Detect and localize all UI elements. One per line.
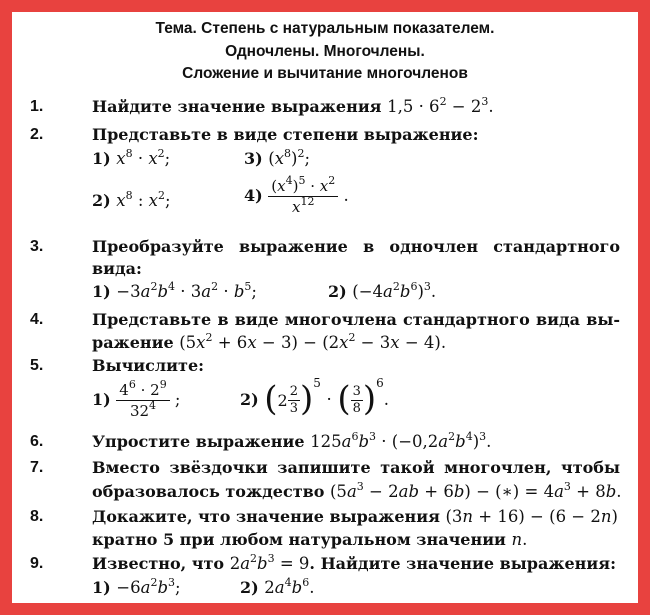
task-7-line-2: образовалось тождество $(5a^3 - 2ab + 6b)$ − (∗) = $4a^3 + 8b$. [92, 480, 622, 501]
title-line2: Одночлены. Многочлены. [225, 43, 425, 60]
task-3-number: 3. [30, 238, 44, 255]
task-2-option-1: 1) $x^8 \cdot x^2$; [92, 147, 171, 168]
task-9-text-1b: . Найдите значение выражения: [309, 554, 616, 573]
title-topic-label: Тема. [155, 20, 197, 37]
task-8-line-1: Докажите, что значение выражения (3n + 16) − (6 − 2n) [92, 507, 618, 526]
task-7-text-2: образовалось тождество [92, 482, 325, 501]
title-line1: Степень с натуральным показателем. [201, 20, 495, 37]
task-1-number: 1. [30, 98, 44, 115]
task-3-text-2: вида: [92, 259, 142, 278]
task-4-number: 4. [30, 311, 44, 328]
task-8-text-2: кратно 5 при любом натуральном значении [92, 530, 506, 549]
task-9-number: 9. [30, 555, 44, 572]
page-title [0, 18, 650, 40]
task-2-option-2: 2) $x^8$ : $x^2$; [92, 189, 171, 210]
task-4-line-2: ражение $(5x^2 + 6x - 3) - (2x^2 - 3x - 4)$. [92, 331, 447, 352]
task-7-number: 7. [30, 459, 44, 476]
task-5-option-1: 1) $\frac{4^6 \cdot 2^9}{32^4}$ ; [92, 378, 181, 420]
task-5-text: Вычислите: [92, 356, 205, 375]
task-2-option-3: 3) $(x^8)^2$; [244, 147, 311, 168]
task-7-text-1: Вместо звёздочки запишите такой многочлен, чтобы [92, 458, 620, 477]
task-1 [92, 96, 494, 118]
task-8-text-1: Докажите, что значение выражения [92, 507, 440, 526]
task-2-number: 2. [30, 126, 44, 143]
task-9-option-2: 2) $2a^4b^6$. [240, 576, 315, 597]
task-4-text-1: Представьте в виде многочлена стандартного вида вы- [92, 310, 620, 329]
task-3-text-1: Преобразуйте выражение в одночлен стандартного [92, 237, 620, 256]
task-2-text: Представьте в виде степени выражение: [92, 125, 479, 144]
task-3-option-1: $1) -3a^2b^4 \cdot 3a^2 \cdot b^5$; [92, 280, 257, 301]
task-3-option-2: 2) $(-4a^2b^6)^3$. [328, 280, 437, 301]
task-5-number: 5. [30, 357, 44, 374]
task-9-line-1: Известно, что $2a^2b^3 = 9$. Найдите значение выражения: [92, 552, 616, 573]
task-9-option-1: $1) -6a^2b^3$; [92, 576, 181, 597]
task-6-number: 6. [30, 433, 44, 450]
title-line3: Сложение и вычитание многочленов [182, 65, 468, 82]
task-9-text-1: Известно, что [92, 554, 225, 573]
task-1-expr: $1,5 \cdot 6^2 - 2^3$. [387, 95, 494, 116]
task-4-text-2: ражение [92, 333, 174, 352]
task-1-text: Найдите значение выражения [92, 97, 382, 116]
task-2-fraction: $\frac{(x^4)^5 \cdot x^2}{x^{12}}$ [268, 176, 338, 217]
task-5-option-2: 2) (2 $\frac{2}{3}$ )$^5$ · ( $\frac{3}{8}$ )$^6$. [240, 376, 390, 419]
task-8-number: 8. [30, 508, 44, 525]
task-8-line-2: кратно 5 при любом натуральном значении n. [92, 530, 528, 549]
task-6: Упростите выражение $125a^6b^3 \cdot (-0,2a^2b^4)^3$. [92, 430, 492, 451]
task-6-text: Упростите выражение [92, 432, 305, 451]
task-5-fraction: $\frac{4^6 \cdot 2^9}{32^4}$ [116, 380, 169, 421]
task-2-option-4: 4) $\frac{(x^4)^5 \cdot x^2}{x^{12}}$ . [244, 174, 349, 216]
